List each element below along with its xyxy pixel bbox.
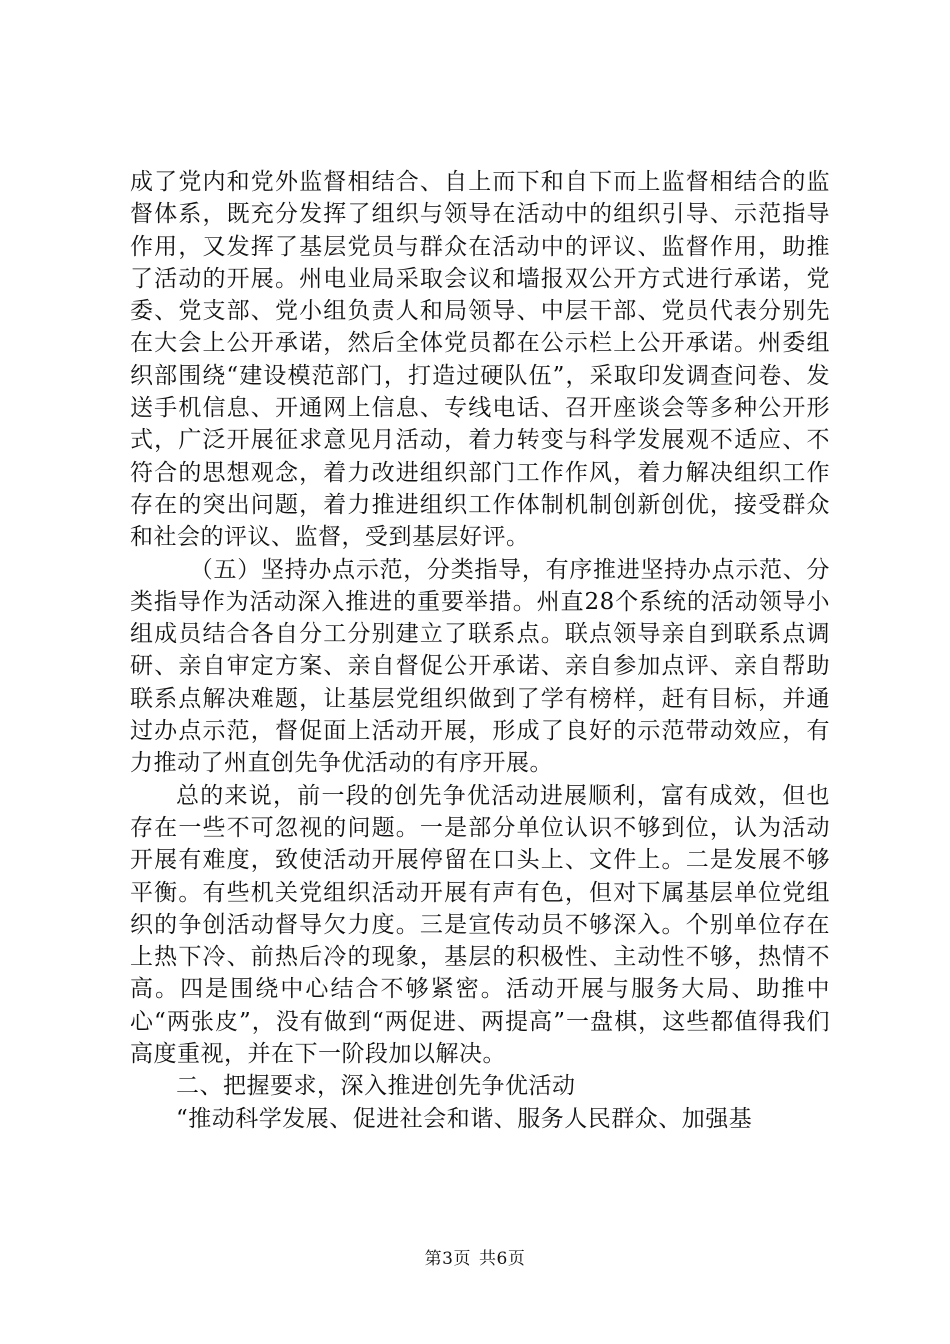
paragraph-supervision-system: 成了党内和党外监督相结合、自上而下和自下而上监督相结合的监督体系，既充分发挥了组织与领导在活动中的组织引导、示范指导作用，又发挥了基层党员与群众在活动中的评议、监督作用，助推了活动的开展。州电业局采取会议和墙报双公开方式进行承诺，党委、党支部、党小组负责人和局领导、中层干部、党员代表分别先在大会上公开承诺，然后全体党员都在公示栏上公开承诺。州委组织部围绕“建设模范部门，打造过硬队伍”，采取印发调查问卷、发送手机信息、开通网上信息、专线电话、召开座谈会等多种公开形式，广泛开展征求意见月活动，着力转变与科学发展观不适应、不符合的思想观念，着力改进组织部门工作作风，着力解决组织工作存在的突出问题，着力推进组织工作体制机制创新创优，接受群众和社会的评议、监督，受到基层好评。 (130, 169, 830, 551)
paragraph-continuation: “推动科学发展、促进社会和谐、服务人民群众、加强基 (176, 1105, 753, 1132)
paragraph-summary-problems: 总的来说，前一段的创先争优活动进展顺利，富有成效，但也存在一些不可忽视的问题。一是部分单位认识不够到位，认为活动开展有难度，致使活动开展停留在口头上、文件上。二是发展不够平衡。有些机关党组织活动开展有声有色，但对下属基层单位党组织的争创活动督导欠力度。三是宣传动员不够深入。个别单位存在上热下冷、前热后冷的现象，基层的积极性、主动性不够，热情不高。四是围绕中心结合不够紧密。活动开展与服务大局、助推中心“两张皮”，没有做到“两促进、两提高”一盘棋，这些都值得我们高度重视，并在下一阶段加以解决。 (130, 782, 830, 1068)
page-footer (0, 1248, 950, 1270)
document-body (130, 166, 830, 1135)
page-total: 共6页 (479, 1249, 526, 1269)
section-heading-two: 二、把握要求，深入推进创先争优活动 (176, 1073, 576, 1100)
paragraph-section-five: （五）坚持办点示范，分类指导，有序推进坚持办点示范、分类指导作为活动深入推进的重要举措。州直28个系统的活动领导小组成员结合各自分工分别建立了联系点。联点领导亲自到联系点调研、亲自审定方案、亲自督促公开承诺、亲自参加点评、亲自帮助联系点解决难题，让基层党组织做到了学有榜样，赶有目标，并通过办点示范，督促面上活动开展，形成了良好的示范带动效应，有力推动了州直创先争优活动的有序开展。 (130, 556, 830, 777)
page-number: 第3页 (424, 1249, 471, 1269)
